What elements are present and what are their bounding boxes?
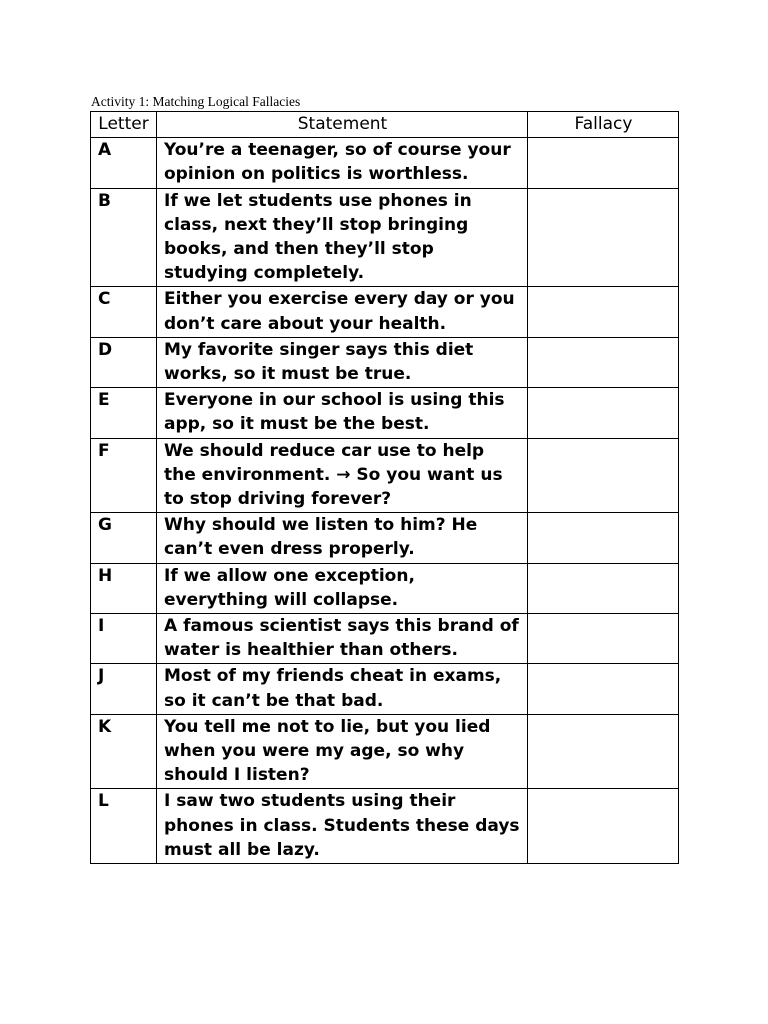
letter-cell: H	[91, 563, 157, 613]
header-statement: Statement	[157, 112, 528, 138]
statement-cell: We should reduce car use to help the environment. → So you want us to stop driving forever?	[157, 438, 528, 513]
statement-cell: A famous scientist says this brand of water is healthier than others.	[157, 614, 528, 664]
letter-cell: D	[91, 337, 157, 387]
letter-cell: E	[91, 388, 157, 438]
statement-cell: You’re a teenager, so of course your opinion on politics is worthless.	[157, 138, 528, 188]
statement-cell: I saw two students using their phones in class. Students these days must all be lazy.	[157, 789, 528, 864]
statement-cell: My favorite singer says this diet works, so it must be true.	[157, 337, 528, 387]
table-row	[91, 614, 679, 664]
letter-cell: J	[91, 664, 157, 714]
fallacy-answer-cell[interactable]	[528, 337, 679, 387]
letter-cell: G	[91, 513, 157, 563]
letter-cell: L	[91, 789, 157, 864]
letter-cell: C	[91, 287, 157, 337]
statement-cell: Either you exercise every day or you don’t care about your health.	[157, 287, 528, 337]
header-fallacy: Fallacy	[528, 112, 679, 138]
fallacy-answer-cell[interactable]	[528, 614, 679, 664]
activity-title: Activity 1: Matching Logical Fallacies	[91, 94, 301, 109]
table-body	[91, 138, 679, 864]
fallacy-answer-cell[interactable]	[528, 664, 679, 714]
table-row	[91, 714, 679, 789]
letter-cell: F	[91, 438, 157, 513]
statement-cell: Everyone in our school is using this app, so it must be the best.	[157, 388, 528, 438]
table-row	[91, 388, 679, 438]
table-row	[91, 287, 679, 337]
statement-cell: You tell me not to lie, but you lied when you were my age, so why should I listen?	[157, 714, 528, 789]
fallacy-answer-cell[interactable]	[528, 714, 679, 789]
header-letter: Letter	[91, 112, 157, 138]
table-row	[91, 789, 679, 864]
statement-cell: Why should we listen to him? He can’t even dress properly.	[157, 513, 528, 563]
letter-cell: B	[91, 188, 157, 287]
fallacy-answer-cell[interactable]	[528, 188, 679, 287]
fallacy-answer-cell[interactable]	[528, 287, 679, 337]
fallacy-answer-cell[interactable]	[528, 388, 679, 438]
letter-cell: A	[91, 138, 157, 188]
letter-cell: I	[91, 614, 157, 664]
table-header-row	[91, 112, 679, 138]
table-row	[91, 438, 679, 513]
table-row	[91, 138, 679, 188]
table-row	[91, 664, 679, 714]
table-row	[91, 188, 679, 287]
fallacy-answer-cell[interactable]	[528, 513, 679, 563]
fallacy-answer-cell[interactable]	[528, 789, 679, 864]
letter-cell: K	[91, 714, 157, 789]
fallacy-answer-cell[interactable]	[528, 563, 679, 613]
fallacy-answer-cell[interactable]	[528, 438, 679, 513]
table-row	[91, 513, 679, 563]
table-row	[91, 563, 679, 613]
fallacy-answer-cell[interactable]	[528, 138, 679, 188]
statement-cell: If we allow one exception, everything will collapse.	[157, 563, 528, 613]
statement-cell: Most of my friends cheat in exams, so it can’t be that bad.	[157, 664, 528, 714]
fallacy-matching-table	[90, 111, 679, 864]
table-row	[91, 337, 679, 387]
statement-cell: If we let students use phones in class, next they’ll stop bringing books, and then they’ll stop studying completely.	[157, 188, 528, 287]
